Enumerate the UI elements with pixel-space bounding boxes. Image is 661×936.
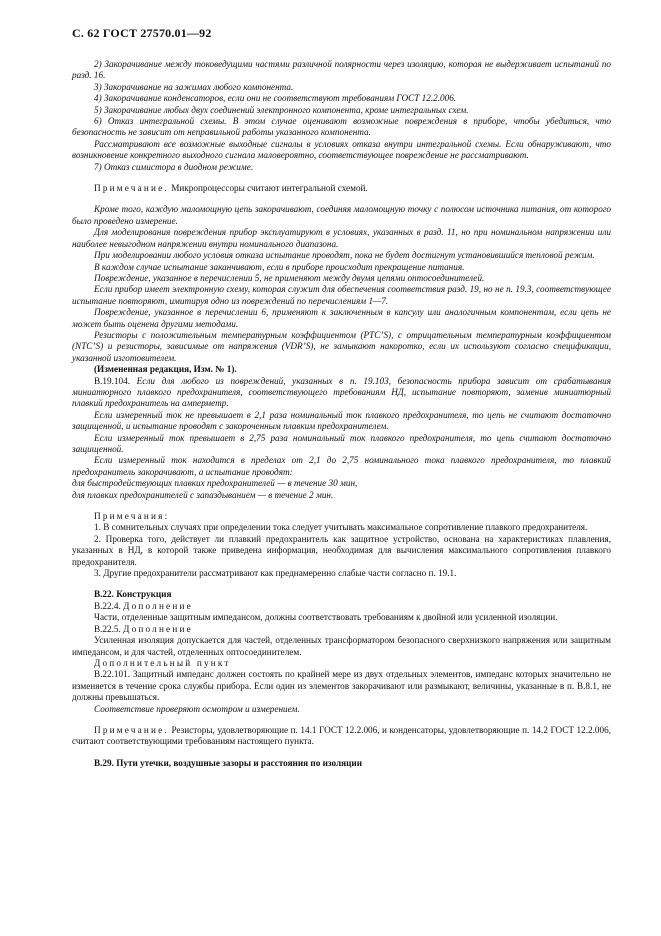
clause-b22101: В.22.101. Защитный импеданс должен состоять по крайней мере из двух отдельных элементов, импеданс которых значительно не изменяется в течение срока службы прибора. Если один из элементов закорачивают или размыкают, величины, указанные в п. В.8.1, не должны превышаться. — [72, 669, 611, 703]
clause-b225: В.22.5. Дополнение — [94, 623, 193, 634]
paragraph: Для моделирования повреждения прибор эксплуатируют в условиях, указанных в разд. 11, но при номинальном напряжении или наиболее невыгодном напряжении внутри номинального диапазона. — [72, 227, 611, 249]
note-item-1: 1. В сомнительных случаях при определении тока следует учитывать максимальное сопротивление плавкого предохранителя. — [94, 522, 588, 533]
paragraph: Повреждение, указанное в перечислении 6, применяют к заключенным в капсулу или аналогичным компонентам, если цепь не может быть оценена другими методами. — [72, 307, 611, 329]
paragraph: для быстродействующих плавких предохранителей — в течение 30 мин, — [72, 478, 358, 489]
compliance-check: Соответствие проверяют осмотром и измерением. — [94, 703, 300, 714]
section-b29-title: В.29. Пути утечки, воздушные зазоры и расстояния по изоляции — [94, 757, 363, 768]
note-item-2: 2. Проверка того, действует ли плавкий предохранитель как защитное устройство, основана на характеристиках плавления, указанных в НД, в которой также приведена информация, необходимая для вычисления максимального сопротивления плавкого предохранителя. — [72, 533, 611, 567]
note-text: Микропроцессоры считают интегральной схемой. — [168, 183, 368, 194]
list-item-6-detail: Рассматривают все возможные выходные сигналы в условиях отказа внутри интегральной схемы. Если обнаруживают, что возникновение конкретного выходного сигнала маловероятно, соответствующее повреждение не рассматривают. — [72, 138, 611, 161]
clause-number: В.19.104. — [94, 375, 130, 386]
paragraph: Усиленная изоляция допускается для частей, отделенных трансформатором безопасного сверхнизкого напряжения или защитным импедансом, и для частей, отделенных оптосоединителем. — [72, 635, 611, 657]
paragraph: Если измеренный ток не превышает в 2,1 раза номинальный ток плавкого предохранителя, то цепь не считают достаточно защищенной, и испытание проводят с закороченным плавким предохранителем. — [72, 409, 611, 432]
paragraph: Части, отделенные защитным импедансом, должны соответствовать требованиям к двойной или усиленной изоляции. — [94, 612, 558, 623]
list-item-6: 6) Отказ интегральной схемы. В этом случае оценивают возможные повреждения в приборе, чтобы убедиться, что безопасность не зависит от неправильной работы указанного компонента. — [72, 116, 611, 138]
paragraph: Если прибор имеет электронную схему, которая служит для обеспечения соответствия разд. 19, но не п. 19.3, соответствующее испытание повторяют, имитируя одно из повреждений по перечислениям 1—7. — [72, 284, 611, 306]
paragraph: Резисторы с положительным температурным коэффициентом (PTC’S), с отрицательным температурным коэффициентом (NTC’S) и резисторы, зависимые от напряжения (VDR’S), не замыкают накоротко, если их используют согласно спецификации, указанной изготовителем. — [72, 329, 611, 363]
paragraph: При моделировании любого условия отказа испытание проводят, пока не будет достигнут установившийся тепловой режим. — [94, 250, 595, 261]
paragraph: Если измеренный ток находится в пределах от 2,1 до 2,75 номинального тока плавкого предохранителя, то плавкий предохранитель закорачивают, а испытание проводят: — [72, 455, 611, 477]
list-item-2: 2) Закорачивание между токоведущими частями различной полярности через изоляцию, которая не выдерживает испытаний по разд. 16. — [72, 59, 611, 81]
paragraph: Кроме того, каждую маломощную цепь закорачивают, соединяя маломощную точку с полюсом источника питания, от которого было проведено измерение. — [72, 204, 611, 226]
paragraph: Повреждение, указанное в перечислении 5, не применяют между двумя цепями оптосоединителей. — [94, 272, 485, 283]
note-microprocessors — [72, 183, 611, 194]
note-item-3: 3. Другие предохранители рассматривают как преднамеренно слабые части согласно п. 19.1. — [94, 568, 457, 579]
clause-b224: В.22.4. Дополнение — [94, 600, 193, 611]
list-item-7: 7) Отказ симистора в диодном режиме. — [94, 161, 254, 172]
note-label: Примечание. — [94, 183, 169, 194]
clause-text: Если для любого из повреждений, указанных в п. 19.103, безопасность прибора зависит от срабатывания миниатюрного плавкого предохранителя, соответствующего требованиям НД, испытание повторяют, заменив миниатюрный плавкий предохранитель на амперметр. — [72, 375, 611, 409]
section-b22-title: В.22. Конструкция — [94, 589, 172, 600]
page-header: С. 62 ГОСТ 27570.01—92 — [72, 26, 212, 40]
note-resistors: Примечание. Резисторы, удовлетворяющие п. 14.1 ГОСТ 12.2.006, и конденсаторы, удовлетворяющие п. 14.2 ГОСТ 12.2.006, считают соответствующими требованиям настоящего пункта. — [72, 724, 611, 747]
additional-clause-label: Дополнительный пункт — [94, 657, 231, 668]
notes-heading: Примечания: — [94, 511, 170, 522]
list-item-5: 5) Закорачивание любых двух соединений электронного компонента, кроме интегральных схем. — [94, 104, 469, 115]
paragraph: Если измеренный ток превышает в 2,75 раза номинальный ток плавкого предохранителя, то цепь считают достаточно защищенной. — [72, 432, 611, 454]
paragraph: В каждом случае испытание заканчивают, если в приборе происходит прекращение питания. — [94, 261, 465, 272]
paragraph: для плавких предохранителей с запаздыванием — в течение 2 мин. — [72, 489, 334, 500]
list-item-3: 3) Закорачивание на зажимах любого компонента. — [94, 81, 294, 92]
edition-note: (Измененная редакция, Изм. № 1). — [94, 364, 237, 375]
clause-b19104 — [72, 376, 611, 410]
list-item-4: 4) Закорачивание конденсаторов, если они не соответствуют требованиям ГОСТ 12.2.006. — [94, 93, 457, 104]
